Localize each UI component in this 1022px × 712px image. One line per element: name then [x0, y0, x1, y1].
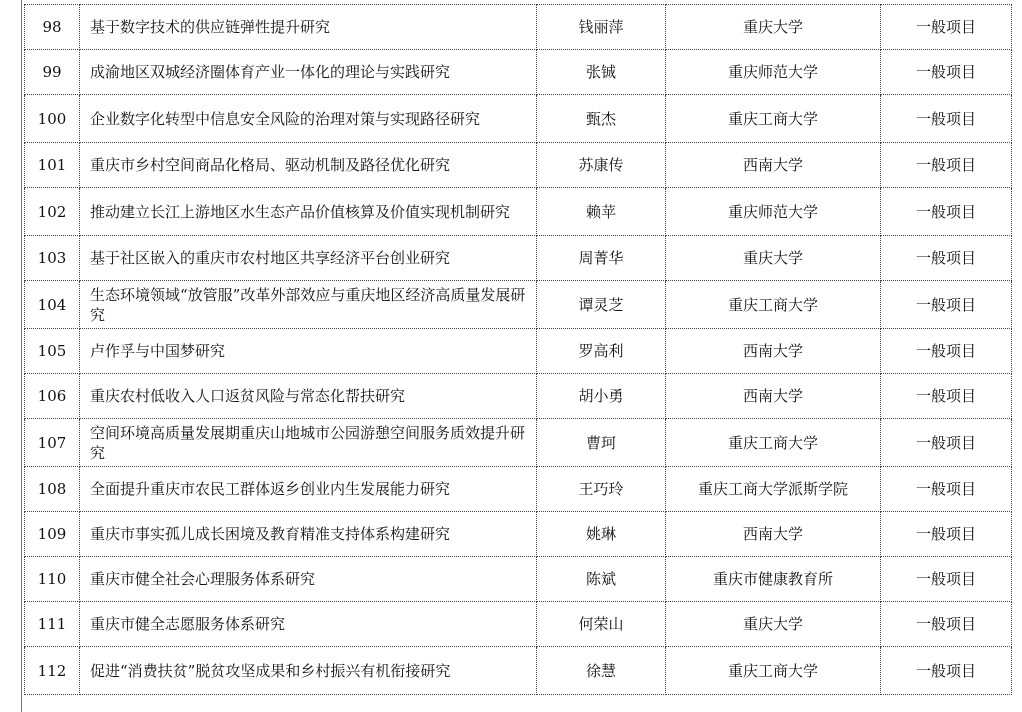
- project-leader: 王巧玲: [537, 467, 666, 512]
- project-number: 103: [25, 236, 80, 281]
- project-category: 一般项目: [881, 188, 1012, 236]
- table-row: [25, 50, 1012, 95]
- project-title: 企业数字化转型中信息安全风险的治理对策与实现路径研究: [80, 95, 537, 143]
- project-number: 98: [25, 5, 80, 50]
- project-number: 105: [25, 329, 80, 374]
- table-row: [25, 143, 1012, 188]
- project-institution: 重庆市健康教育所: [666, 557, 881, 602]
- project-leader: 何荣山: [537, 602, 666, 647]
- project-institution: 重庆师范大学: [666, 188, 881, 236]
- project-institution: 重庆工商大学: [666, 647, 881, 695]
- project-leader: 周菁华: [537, 236, 666, 281]
- table-row: [25, 5, 1012, 50]
- project-leader: 姚琳: [537, 512, 666, 557]
- project-number: 108: [25, 467, 80, 512]
- project-leader: 陈斌: [537, 557, 666, 602]
- project-leader: 甄杰: [537, 95, 666, 143]
- table-row: [25, 236, 1012, 281]
- project-title: 基于数字技术的供应链弹性提升研究: [80, 5, 537, 50]
- project-title: 成渝地区双城经济圈体育产业一体化的理论与实践研究: [80, 50, 537, 95]
- project-number: 112: [25, 647, 80, 695]
- table-row: [25, 329, 1012, 374]
- table-row: [25, 419, 1012, 467]
- project-title: 重庆市健全社会心理服务体系研究: [80, 557, 537, 602]
- project-leader: 赖苹: [537, 188, 666, 236]
- project-institution: 西南大学: [666, 512, 881, 557]
- project-title: 促进“消费扶贫”脱贫攻坚成果和乡村振兴有机衔接研究: [80, 647, 537, 695]
- table-row: [25, 281, 1012, 329]
- project-institution: 重庆大学: [666, 236, 881, 281]
- project-leader: 胡小勇: [537, 374, 666, 419]
- project-leader: 曹珂: [537, 419, 666, 467]
- table-row: [25, 467, 1012, 512]
- project-leader: 钱丽萍: [537, 5, 666, 50]
- project-institution: 重庆大学: [666, 602, 881, 647]
- project-leader: 张铖: [537, 50, 666, 95]
- project-category: 一般项目: [881, 419, 1012, 467]
- project-category: 一般项目: [881, 329, 1012, 374]
- project-number: 111: [25, 602, 80, 647]
- project-category: 一般项目: [881, 95, 1012, 143]
- table-row: [25, 95, 1012, 143]
- project-list-sheet: [24, 4, 998, 695]
- project-number: 101: [25, 143, 80, 188]
- project-title: 卢作孚与中国梦研究: [80, 329, 537, 374]
- project-title: 基于社区嵌入的重庆市农村地区共享经济平台创业研究: [80, 236, 537, 281]
- project-institution: 重庆大学: [666, 5, 881, 50]
- project-category: 一般项目: [881, 602, 1012, 647]
- project-number: 106: [25, 374, 80, 419]
- project-institution: 重庆工商大学: [666, 95, 881, 143]
- project-category: 一般项目: [881, 374, 1012, 419]
- project-leader: 苏康传: [537, 143, 666, 188]
- project-number: 100: [25, 95, 80, 143]
- table-row: [25, 512, 1012, 557]
- project-number: 104: [25, 281, 80, 329]
- project-leader: 谭灵芝: [537, 281, 666, 329]
- project-institution: 重庆工商大学: [666, 419, 881, 467]
- page-left-border: [21, 0, 22, 712]
- project-title: 重庆农村低收入人口返贫风险与常态化帮扶研究: [80, 374, 537, 419]
- project-title: 全面提升重庆市农民工群体返乡创业内生发展能力研究: [80, 467, 537, 512]
- project-category: 一般项目: [881, 50, 1012, 95]
- project-number: 102: [25, 188, 80, 236]
- project-institution: 重庆工商大学派斯学院: [666, 467, 881, 512]
- project-institution: 重庆师范大学: [666, 50, 881, 95]
- project-title: 重庆市事实孤儿成长困境及教育精准支持体系构建研究: [80, 512, 537, 557]
- table-row: [25, 557, 1012, 602]
- project-number: 109: [25, 512, 80, 557]
- project-title: 推动建立长江上游地区水生态产品价值核算及价值实现机制研究: [80, 188, 537, 236]
- project-category: 一般项目: [881, 467, 1012, 512]
- table-row: [25, 647, 1012, 695]
- project-institution: 西南大学: [666, 329, 881, 374]
- project-category: 一般项目: [881, 557, 1012, 602]
- table-row: [25, 602, 1012, 647]
- project-category: 一般项目: [881, 281, 1012, 329]
- project-leader: 徐慧: [537, 647, 666, 695]
- project-table: [24, 4, 1012, 695]
- project-institution: 重庆工商大学: [666, 281, 881, 329]
- project-category: 一般项目: [881, 512, 1012, 557]
- table-row: [25, 374, 1012, 419]
- project-title: 重庆市健全志愿服务体系研究: [80, 602, 537, 647]
- project-category: 一般项目: [881, 143, 1012, 188]
- project-institution: 西南大学: [666, 374, 881, 419]
- project-title: 重庆市乡村空间商品化格局、驱动机制及路径优化研究: [80, 143, 537, 188]
- project-leader: 罗高利: [537, 329, 666, 374]
- project-title: 生态环境领域“放管服”改革外部效应与重庆地区经济高质量发展研究: [80, 281, 537, 329]
- project-number: 107: [25, 419, 80, 467]
- project-number: 99: [25, 50, 80, 95]
- table-row: [25, 188, 1012, 236]
- project-institution: 西南大学: [666, 143, 881, 188]
- project-category: 一般项目: [881, 647, 1012, 695]
- project-category: 一般项目: [881, 236, 1012, 281]
- project-category: 一般项目: [881, 5, 1012, 50]
- project-number: 110: [25, 557, 80, 602]
- project-title: 空间环境高质量发展期重庆山地城市公园游憩空间服务质效提升研究: [80, 419, 537, 467]
